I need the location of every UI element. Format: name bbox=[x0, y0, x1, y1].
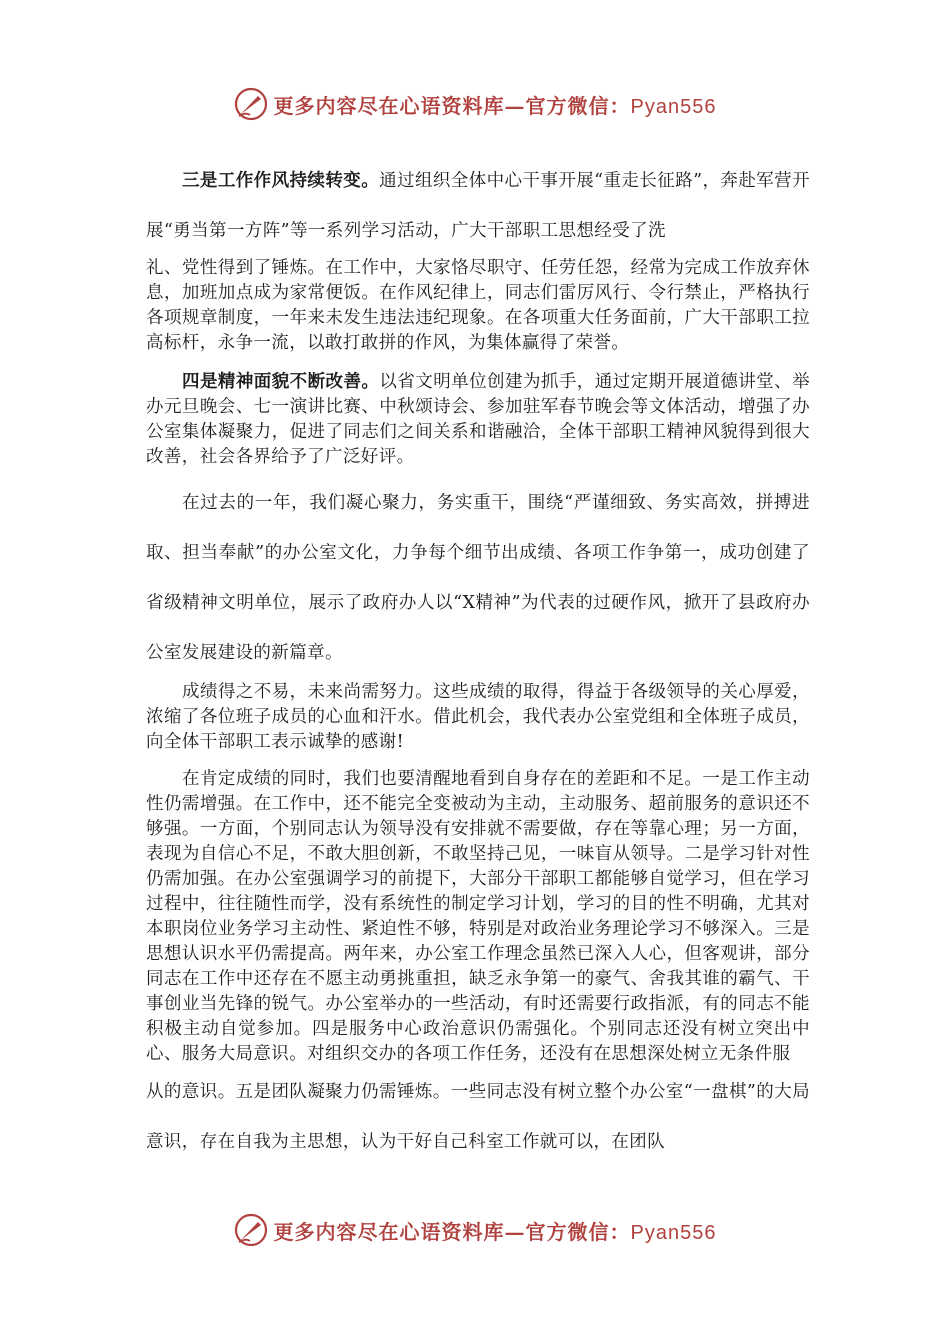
paragraph-shortcomings: 在肯定成绩的同时，我们也要清醒地看到自身存在的差距和不足。一是工作主动性仍需增强。在工作中，还不能完全变被动为主动，主动服务、超前服务的意识还不够强。一方面，个别同志认为领导没有安排就不需要做，存在等靠心理；另一方面，表现为自信心不足，不敢大胆创新，不敢坚持己见，一味盲从领导。二是学习针对性仍需加强。在办公室强调学习的前提下，大部分干部职工都能够自觉学习，但在学习过程中，往往随性而学，没有系统性的制定学习计划，学习的目的性不明确，尤其对本职岗位业务学习主动性、紧迫性不够，特别是对政治业务理论学习不够深入。三是思想认识水平仍需提高。两年来，办公室工作理念虽然已深入人心，但客观讲，部分同志在工作中还存在不愿主动勇挑重担，缺乏永争第一的豪气、舍我其谁的霸气、干事创业当先锋的锐气。办公室举办的一些活动，有时还需要行政指派，有的同志不能积极主动自觉参加。四是服务中心政治意识仍需强化。个别同志还没有树立突出中心、服务大局意识。对组织交办的各项工作任务，还没有在思想深处树立无条件服 bbox=[146, 769, 810, 1064]
paragraph-shortcomings-cont: 从的意识。五是团队凝聚力仍需锤炼。一些同志没有树立整个办公室“一盘棋”的大局意识，存在自我为主思想，认为干好自己科室工作就可以，在团队 bbox=[146, 1082, 810, 1152]
quill-logo-icon bbox=[234, 1213, 268, 1247]
paragraph-lead: 三是工作作风持续转变。 bbox=[182, 171, 380, 191]
paragraph-work-style-cont: 礼、党性得到了锤炼。在工作中，大家恪尽职守、任劳任怨，经常为完成工作放弃休息，加班加点成为家常便饭。在作风纪律上，同志们雷厉风行、令行禁止，严格执行各项规章制度，一年来未发生违法违纪现象。在各项重大任务面前，广大干部职工拉高标杆，永争一流，以敢打敢拼的作风，为集体赢得了荣誉。 bbox=[146, 258, 810, 353]
footer-watermark bbox=[0, 1210, 950, 1250]
header-watermark bbox=[0, 84, 950, 124]
paragraph-thanks: 成绩得之不易，未来尚需努力。这些成绩的取得，得益于各级领导的关心厚爱，浓缩了各位班子成员的心血和汗水。借此机会，我代表办公室党组和全体班子成员，向全体干部职工表示诚挚的感谢! bbox=[146, 682, 810, 752]
watermark-text: 更多内容尽在心语资料库—官方微信：Pyan556 bbox=[273, 93, 717, 118]
paragraph-lead: 四是精神面貌不断改善。 bbox=[182, 372, 380, 392]
document-body bbox=[146, 156, 810, 1167]
paragraph-past-year: 在过去的一年，我们凝心聚力，务实重干，围绕“严谨细致、务实高效，拼搏进取、担当奉献”的办公室文化，力争每个细节出成绩、各项工作争第一，成功创建了省级精神文明单位，展示了政府办人以“X精神”为代表的过硬作风，掀开了县政府办公室发展建设的新篇章。 bbox=[146, 493, 810, 663]
quill-logo-icon bbox=[234, 87, 268, 121]
paragraph-work-style: 三是工作作风持续转变。通过组织全体中心干事开展“重走长征路”，奔赴军营开展“勇当第一方阵”等一系列学习活动，广大干部职工思想经受了洗 bbox=[146, 171, 810, 241]
watermark-text: 更多内容尽在心语资料库—官方微信：Pyan556 bbox=[273, 1219, 717, 1244]
paragraph-spirit: 四是精神面貌不断改善。以省文明单位创建为抓手，通过定期开展道德讲堂、举办元旦晚会、七一演讲比赛、中秋颂诗会、参加驻军春节晚会等文体活动，增强了办公室集体凝聚力，促进了同志们之间关系和谐融洽，全体干部职工精神风貌得到很大改善，社会各界给予了广泛好评。 bbox=[146, 372, 810, 467]
